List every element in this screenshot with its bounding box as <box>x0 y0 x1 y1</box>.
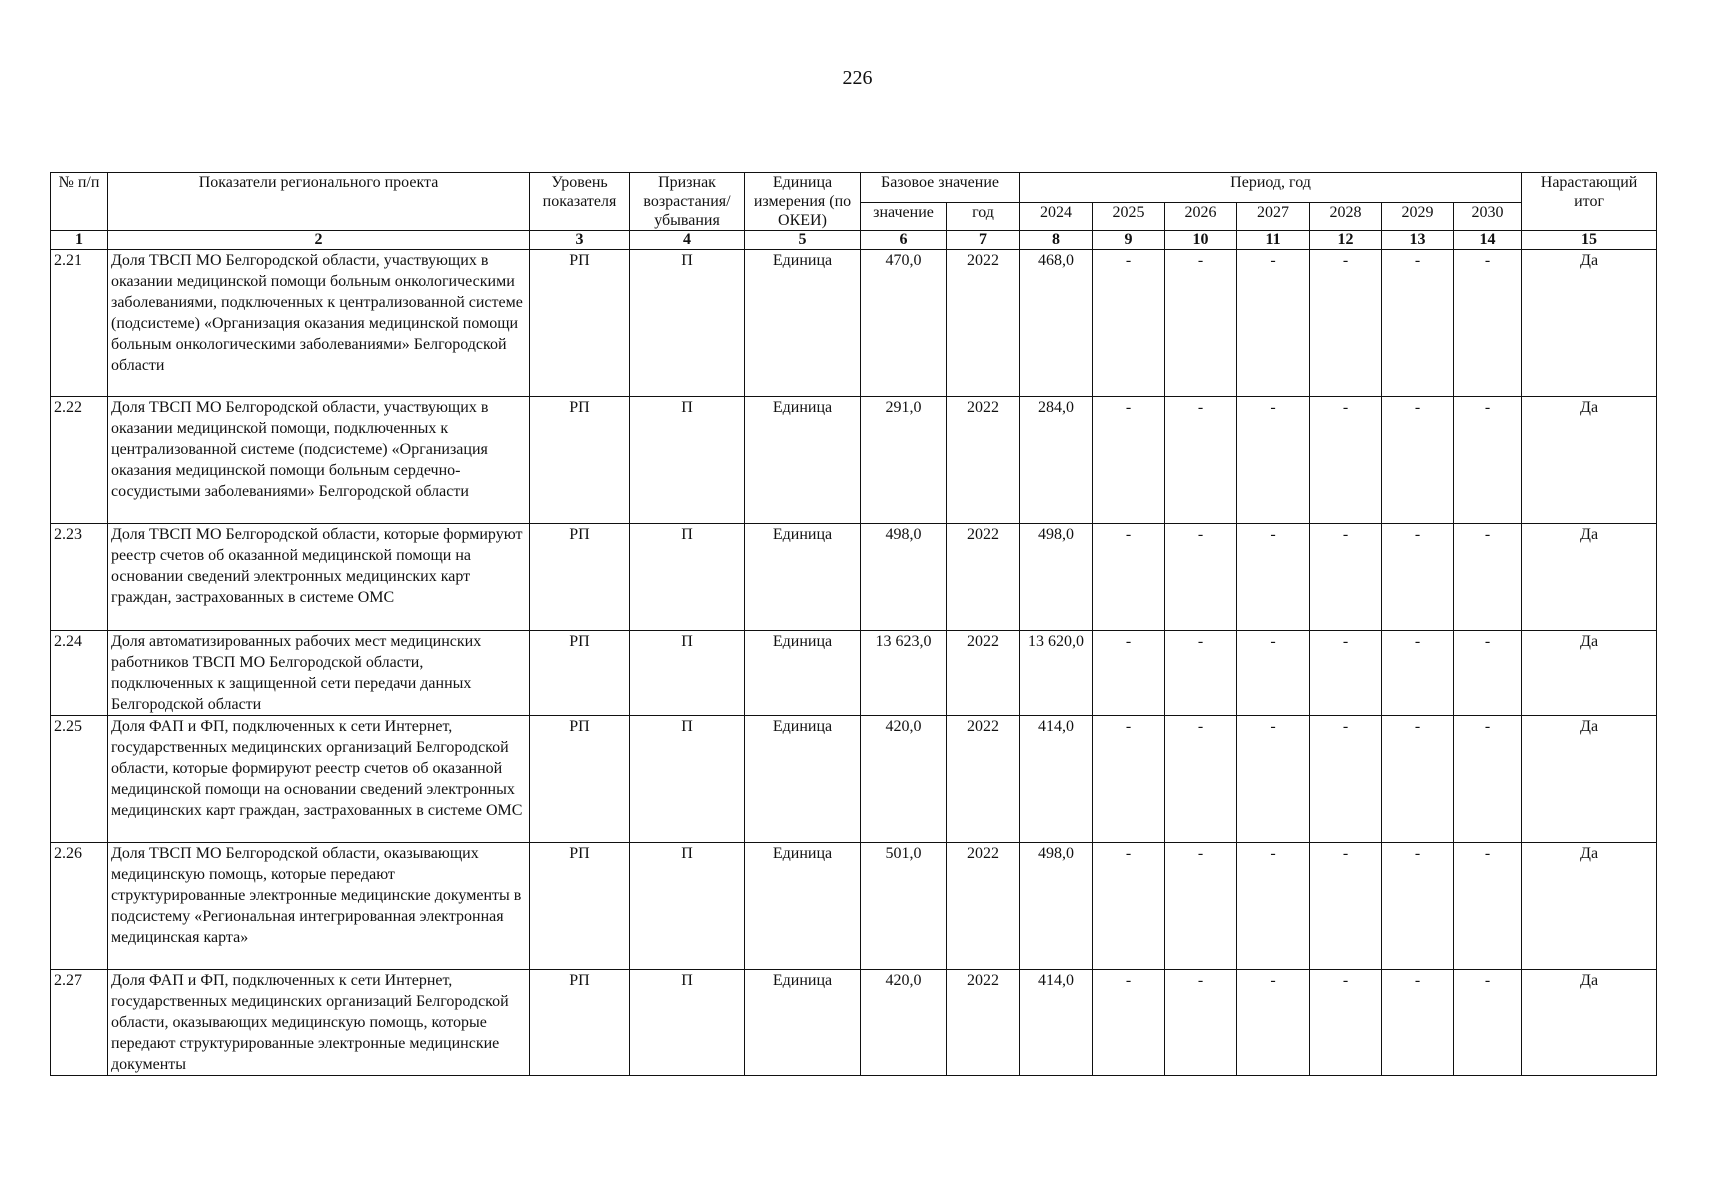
value-2026: - <box>1165 397 1237 524</box>
indicator-unit: Единица <box>745 716 861 843</box>
header-num: № п/п <box>51 173 108 231</box>
indicator-level: РП <box>530 631 630 716</box>
row-number: 2.27 <box>51 970 108 1076</box>
value-2027: - <box>1237 250 1310 397</box>
indicator-trend: П <box>630 843 745 970</box>
column-number: 8 <box>1020 231 1093 250</box>
column-number: 1 <box>51 231 108 250</box>
header-trend: Признак возрастания/ убывания <box>630 173 745 231</box>
column-number: 3 <box>530 231 630 250</box>
value-2027: - <box>1237 397 1310 524</box>
indicator-trend: П <box>630 397 745 524</box>
table-row <box>51 970 1657 1076</box>
value-2028: - <box>1310 250 1382 397</box>
row-number: 2.21 <box>51 250 108 397</box>
base-value: 501,0 <box>861 843 947 970</box>
value-2024: 498,0 <box>1020 524 1093 631</box>
indicator-level: РП <box>530 716 630 843</box>
cumulative-value: Да <box>1522 250 1657 397</box>
value-2026: - <box>1165 716 1237 843</box>
indicator-name: Доля ФАП и ФП, подключенных к сети Интернет, государственных медицинских организаций Белгородской области, которые формируют реестр счетов об оказанной медицинской помощи на основании сведений электронных медицинских карт граждан, застрахованных в системе ОМС <box>108 716 530 843</box>
value-2030: - <box>1454 524 1522 631</box>
indicator-unit: Единица <box>745 843 861 970</box>
value-2026: - <box>1165 631 1237 716</box>
header-year-2025: 2025 <box>1093 203 1165 231</box>
indicator-trend: П <box>630 716 745 843</box>
value-2029: - <box>1382 970 1454 1076</box>
value-2026: - <box>1165 250 1237 397</box>
header-year-2024: 2024 <box>1020 203 1093 231</box>
row-number: 2.24 <box>51 631 108 716</box>
base-year: 2022 <box>947 843 1020 970</box>
value-2027: - <box>1237 843 1310 970</box>
value-2030: - <box>1454 631 1522 716</box>
value-2027: - <box>1237 970 1310 1076</box>
base-year: 2022 <box>947 397 1020 524</box>
base-value: 470,0 <box>861 250 947 397</box>
value-2029: - <box>1382 250 1454 397</box>
header-cumulative: Нарастающий итог <box>1522 173 1657 231</box>
value-2024: 414,0 <box>1020 970 1093 1076</box>
header-indicator: Показатели регионального проекта <box>108 173 530 231</box>
column-number-row <box>51 231 1657 250</box>
indicator-name: Доля ТВСП МО Белгородской области, участвующих в оказании медицинской помощи больным онкологическими заболеваниями, подключенных к централизованной системе (подсистеме) «Организация оказания медицинской помощи больным онкологическими заболеваниями» Белгородской области <box>108 250 530 397</box>
value-2029: - <box>1382 631 1454 716</box>
column-number: 14 <box>1454 231 1522 250</box>
value-2025: - <box>1093 524 1165 631</box>
base-value: 420,0 <box>861 716 947 843</box>
cumulative-value: Да <box>1522 631 1657 716</box>
header-base-value: значение <box>861 203 947 231</box>
indicator-level: РП <box>530 397 630 524</box>
base-value: 291,0 <box>861 397 947 524</box>
column-number: 2 <box>108 231 530 250</box>
indicators-table <box>50 172 1657 1076</box>
indicator-trend: П <box>630 631 745 716</box>
base-year: 2022 <box>947 631 1020 716</box>
base-value: 420,0 <box>861 970 947 1076</box>
indicator-name: Доля автоматизированных рабочих мест медицинских работников ТВСП МО Белгородской области, подключенных к защищенной сети передачи данных Белгородской области <box>108 631 530 716</box>
value-2025: - <box>1093 250 1165 397</box>
value-2026: - <box>1165 970 1237 1076</box>
value-2024: 13 620,0 <box>1020 631 1093 716</box>
value-2029: - <box>1382 716 1454 843</box>
value-2028: - <box>1310 970 1382 1076</box>
column-number: 12 <box>1310 231 1382 250</box>
value-2029: - <box>1382 397 1454 524</box>
value-2028: - <box>1310 716 1382 843</box>
value-2027: - <box>1237 524 1310 631</box>
value-2028: - <box>1310 524 1382 631</box>
indicator-level: РП <box>530 524 630 631</box>
value-2030: - <box>1454 250 1522 397</box>
base-year: 2022 <box>947 524 1020 631</box>
cumulative-value: Да <box>1522 524 1657 631</box>
column-number: 11 <box>1237 231 1310 250</box>
indicator-unit: Единица <box>745 631 861 716</box>
row-number: 2.22 <box>51 397 108 524</box>
value-2030: - <box>1454 843 1522 970</box>
column-number: 7 <box>947 231 1020 250</box>
table-row <box>51 843 1657 970</box>
value-2029: - <box>1382 524 1454 631</box>
indicator-unit: Единица <box>745 397 861 524</box>
indicator-trend: П <box>630 524 745 631</box>
row-number: 2.25 <box>51 716 108 843</box>
table-body <box>51 231 1657 1076</box>
indicator-unit: Единица <box>745 250 861 397</box>
indicator-level: РП <box>530 970 630 1076</box>
value-2024: 468,0 <box>1020 250 1093 397</box>
indicator-name: Доля ТВСП МО Белгородской области, оказывающих медицинскую помощь, которые передают структурированные электронные медицинские документы в подсистему «Региональная интегрированная электронная медицинская карта» <box>108 843 530 970</box>
header-unit: Единица измерения (по ОКЕИ) <box>745 173 861 231</box>
value-2028: - <box>1310 631 1382 716</box>
value-2027: - <box>1237 631 1310 716</box>
column-number: 13 <box>1382 231 1454 250</box>
indicator-name: Доля ТВСП МО Белгородской области, которые формируют реестр счетов об оказанной медицинской помощи на основании сведений электронных медицинских карт граждан, застрахованных в системе ОМС <box>108 524 530 631</box>
indicator-unit: Единица <box>745 524 861 631</box>
value-2028: - <box>1310 843 1382 970</box>
value-2030: - <box>1454 397 1522 524</box>
page-number: 226 <box>842 67 873 89</box>
indicator-trend: П <box>630 970 745 1076</box>
value-2030: - <box>1454 716 1522 843</box>
indicator-unit: Единица <box>745 970 861 1076</box>
table-row <box>51 397 1657 524</box>
indicator-trend: П <box>630 250 745 397</box>
cumulative-value: Да <box>1522 397 1657 524</box>
value-2024: 498,0 <box>1020 843 1093 970</box>
indicator-level: РП <box>530 843 630 970</box>
column-number: 4 <box>630 231 745 250</box>
header-year-2030: 2030 <box>1454 203 1522 231</box>
value-2025: - <box>1093 716 1165 843</box>
table-row <box>51 250 1657 397</box>
header-year-2028: 2028 <box>1310 203 1382 231</box>
header-year-2026: 2026 <box>1165 203 1237 231</box>
indicator-name: Доля ТВСП МО Белгородской области, участвующих в оказании медицинской помощи, подключенных к централизованной системе (подсистеме) «Организация оказания медицинской помощи больным сердечно-сосудистыми заболеваниями» Белгородской области <box>108 397 530 524</box>
column-number: 10 <box>1165 231 1237 250</box>
value-2029: - <box>1382 843 1454 970</box>
value-2025: - <box>1093 970 1165 1076</box>
value-2024: 414,0 <box>1020 716 1093 843</box>
value-2026: - <box>1165 843 1237 970</box>
header-level: Уровень показателя <box>530 173 630 231</box>
value-2025: - <box>1093 631 1165 716</box>
base-value: 498,0 <box>861 524 947 631</box>
value-2025: - <box>1093 397 1165 524</box>
table-row <box>51 524 1657 631</box>
header-period-group: Период, год <box>1020 173 1522 203</box>
column-number: 5 <box>745 231 861 250</box>
base-value: 13 623,0 <box>861 631 947 716</box>
header-base-group: Базовое значение <box>861 173 1020 203</box>
base-year: 2022 <box>947 250 1020 397</box>
base-year: 2022 <box>947 970 1020 1076</box>
table-row <box>51 716 1657 843</box>
table-row <box>51 631 1657 716</box>
value-2025: - <box>1093 843 1165 970</box>
row-number: 2.26 <box>51 843 108 970</box>
base-year: 2022 <box>947 716 1020 843</box>
header-year-2029: 2029 <box>1382 203 1454 231</box>
column-number: 6 <box>861 231 947 250</box>
cumulative-value: Да <box>1522 970 1657 1076</box>
cumulative-value: Да <box>1522 716 1657 843</box>
value-2030: - <box>1454 970 1522 1076</box>
indicator-name: Доля ФАП и ФП, подключенных к сети Интернет, государственных медицинских организаций Белгородской области, оказывающих медицинскую помощь, которые передают структурированные электронные медицинские документы <box>108 970 530 1076</box>
value-2024: 284,0 <box>1020 397 1093 524</box>
row-number: 2.23 <box>51 524 108 631</box>
header-year-2027: 2027 <box>1237 203 1310 231</box>
column-number: 15 <box>1522 231 1657 250</box>
value-2027: - <box>1237 716 1310 843</box>
value-2028: - <box>1310 397 1382 524</box>
table-header <box>51 173 1657 231</box>
indicator-level: РП <box>530 250 630 397</box>
column-number: 9 <box>1093 231 1165 250</box>
cumulative-value: Да <box>1522 843 1657 970</box>
value-2026: - <box>1165 524 1237 631</box>
header-base-year: год <box>947 203 1020 231</box>
